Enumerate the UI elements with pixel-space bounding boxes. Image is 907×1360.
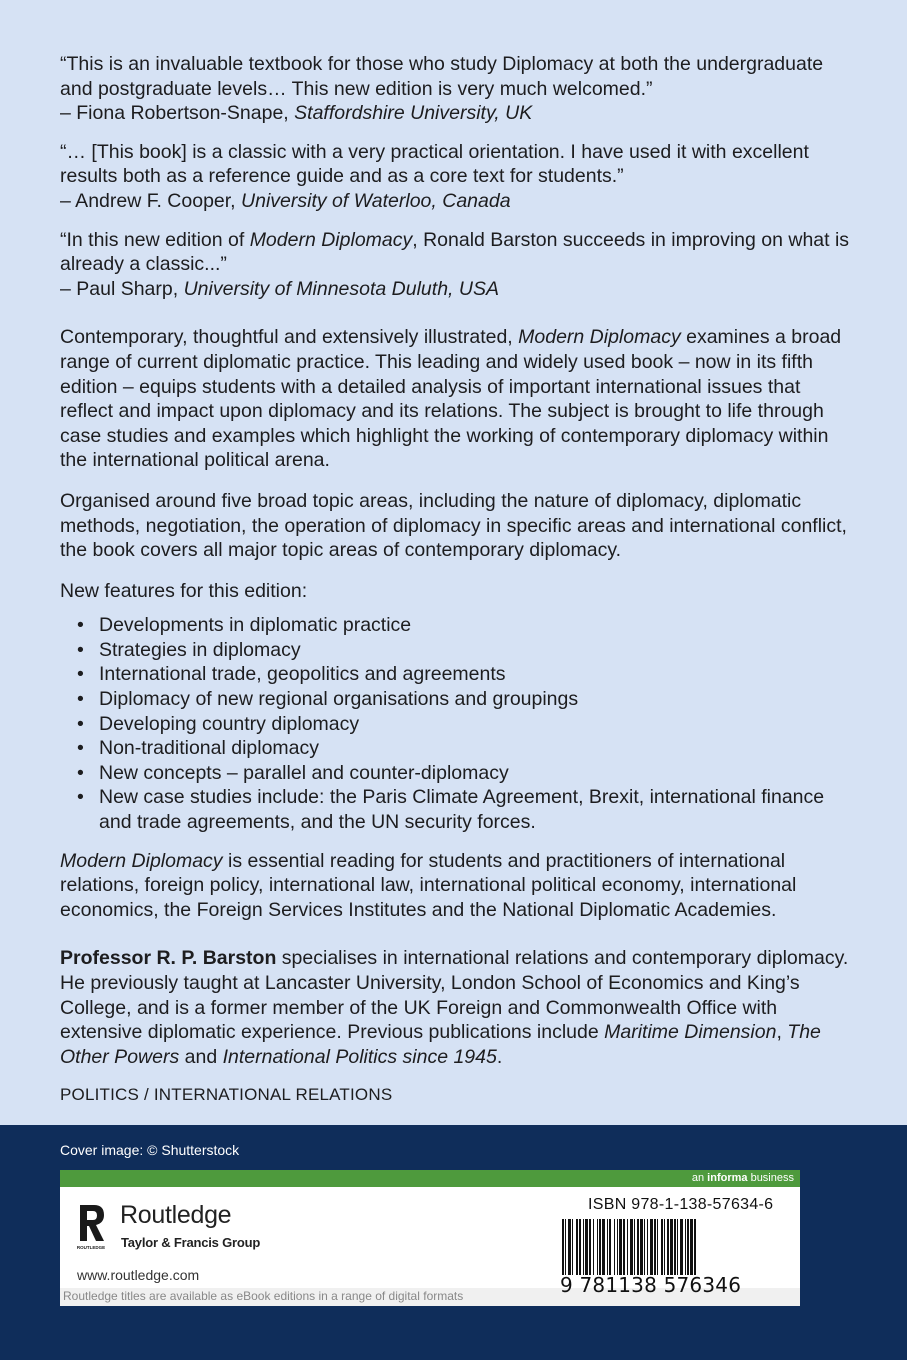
informa-bar: an informa business xyxy=(60,1170,800,1187)
isbn-label: ISBN 978-1-138-57634-6 xyxy=(588,1196,774,1213)
endorsements xyxy=(60,52,850,301)
endorsement-2: “… [This book] is a classic with a very practical orientation. I have used it with excellent results both as a reference guide and as a core text for students.” – Andrew F. Cooper, University of Waterloo, Canada xyxy=(60,140,809,212)
svg-text:ROUTLEDGE: ROUTLEDGE xyxy=(76,1245,106,1250)
author-bio: Professor R. P. Barston specialises in international relations and contemporary diplomacy. He previously taught at Lancaster University, London School of Economics and King’s College, and is a former member of the UK Foreign and Commonwealth Office with extensive diplomatic experience. Previous publications include Maritime Dimension, The Other Powers and International Politics since 1945. xyxy=(60,947,849,1068)
bullet-icon: • xyxy=(77,663,84,686)
list-item: • Non-traditional diplomacy xyxy=(77,737,320,760)
publisher-name: Routledge xyxy=(120,1201,232,1229)
ebook-note-bar: Routledge titles are available as eBook editions in a range of digital formats xyxy=(60,1288,800,1306)
list-item: • Developing country diplomacy xyxy=(77,712,360,735)
features-heading: New features for this edition: xyxy=(60,579,308,602)
list-item: • International trade, geopolitics and agreements xyxy=(77,663,506,686)
bullet-icon: • xyxy=(77,737,84,760)
publisher-panel xyxy=(60,1187,800,1306)
bullet-icon: • xyxy=(77,761,84,784)
endorsement-1: “This is an invaluable textbook for those who study Diplomacy at both the undergraduate and postgraduate levels… This new edition is very much welcomed.” – Fiona Robertson-Snape, Staffordshire University, UK xyxy=(60,53,824,125)
subject-category: POLITICS / INTERNATIONAL RELATIONS xyxy=(60,1085,393,1105)
bullet-icon: • xyxy=(77,638,84,661)
list-item: • New case studies include: the Paris Climate Agreement, Brexit, international finance and trade agreements, and the UN security forces. xyxy=(77,786,825,834)
endorsement-3: “In this new edition of Modern Diplomacy, Ronald Barston succeeds in improving on what is already a classic...” – Paul Sharp, University of Minnesota Duluth, USA xyxy=(60,228,850,300)
barcode-number: 9 781138 576346 xyxy=(560,1273,742,1297)
description-paragraph-3: Modern Diplomacy is essential reading for students and practitioners of international relations, foreign policy, international law, international political economy, international economics, the Foreign Services Institutes and the National Diplomatic Academies. xyxy=(60,849,797,921)
bullet-icon: • xyxy=(77,688,84,711)
description-paragraph-1: Contemporary, thoughtful and extensively illustrated, Modern Diplomacy examines a broad range of current diplomatic practice. This leading and widely used book – now in its fifth edition – equips students with a detailed analysis of important international issues that reflect and impact upon diplomacy and its relations. The subject is brought to life through case studies and examples which highlight the working of contemporary diplomacy within the international political arena. xyxy=(60,326,842,472)
description-paragraph-2: Organised around five broad topic areas, including the nature of diplomacy, diplomatic methods, negotiation, the operation of diplomacy in specific areas and international conflict, the book covers all major topic areas of contemporary diplomacy. xyxy=(60,489,847,562)
footer-band xyxy=(0,1125,907,1360)
publisher-group: Taylor & Francis Group xyxy=(121,1235,261,1250)
routledge-logo-icon xyxy=(76,1203,106,1251)
back-cover-content xyxy=(60,52,850,1105)
bullet-icon: • xyxy=(77,614,84,637)
bullet-icon: • xyxy=(77,712,84,735)
bullet-icon: • xyxy=(77,786,84,809)
list-item: • Diplomacy of new regional organisations and groupings xyxy=(77,688,579,711)
features-list xyxy=(60,613,850,834)
list-item: • Strategies in diplomacy xyxy=(77,638,301,661)
list-item: • Developments in diplomatic practice xyxy=(77,614,412,637)
barcode-icon xyxy=(560,1219,782,1281)
list-item: • New concepts – parallel and counter-diplomacy xyxy=(77,761,509,784)
cover-credit: Cover image: © Shutterstock xyxy=(60,1142,240,1158)
publisher-url: www.routledge.com xyxy=(77,1267,200,1283)
